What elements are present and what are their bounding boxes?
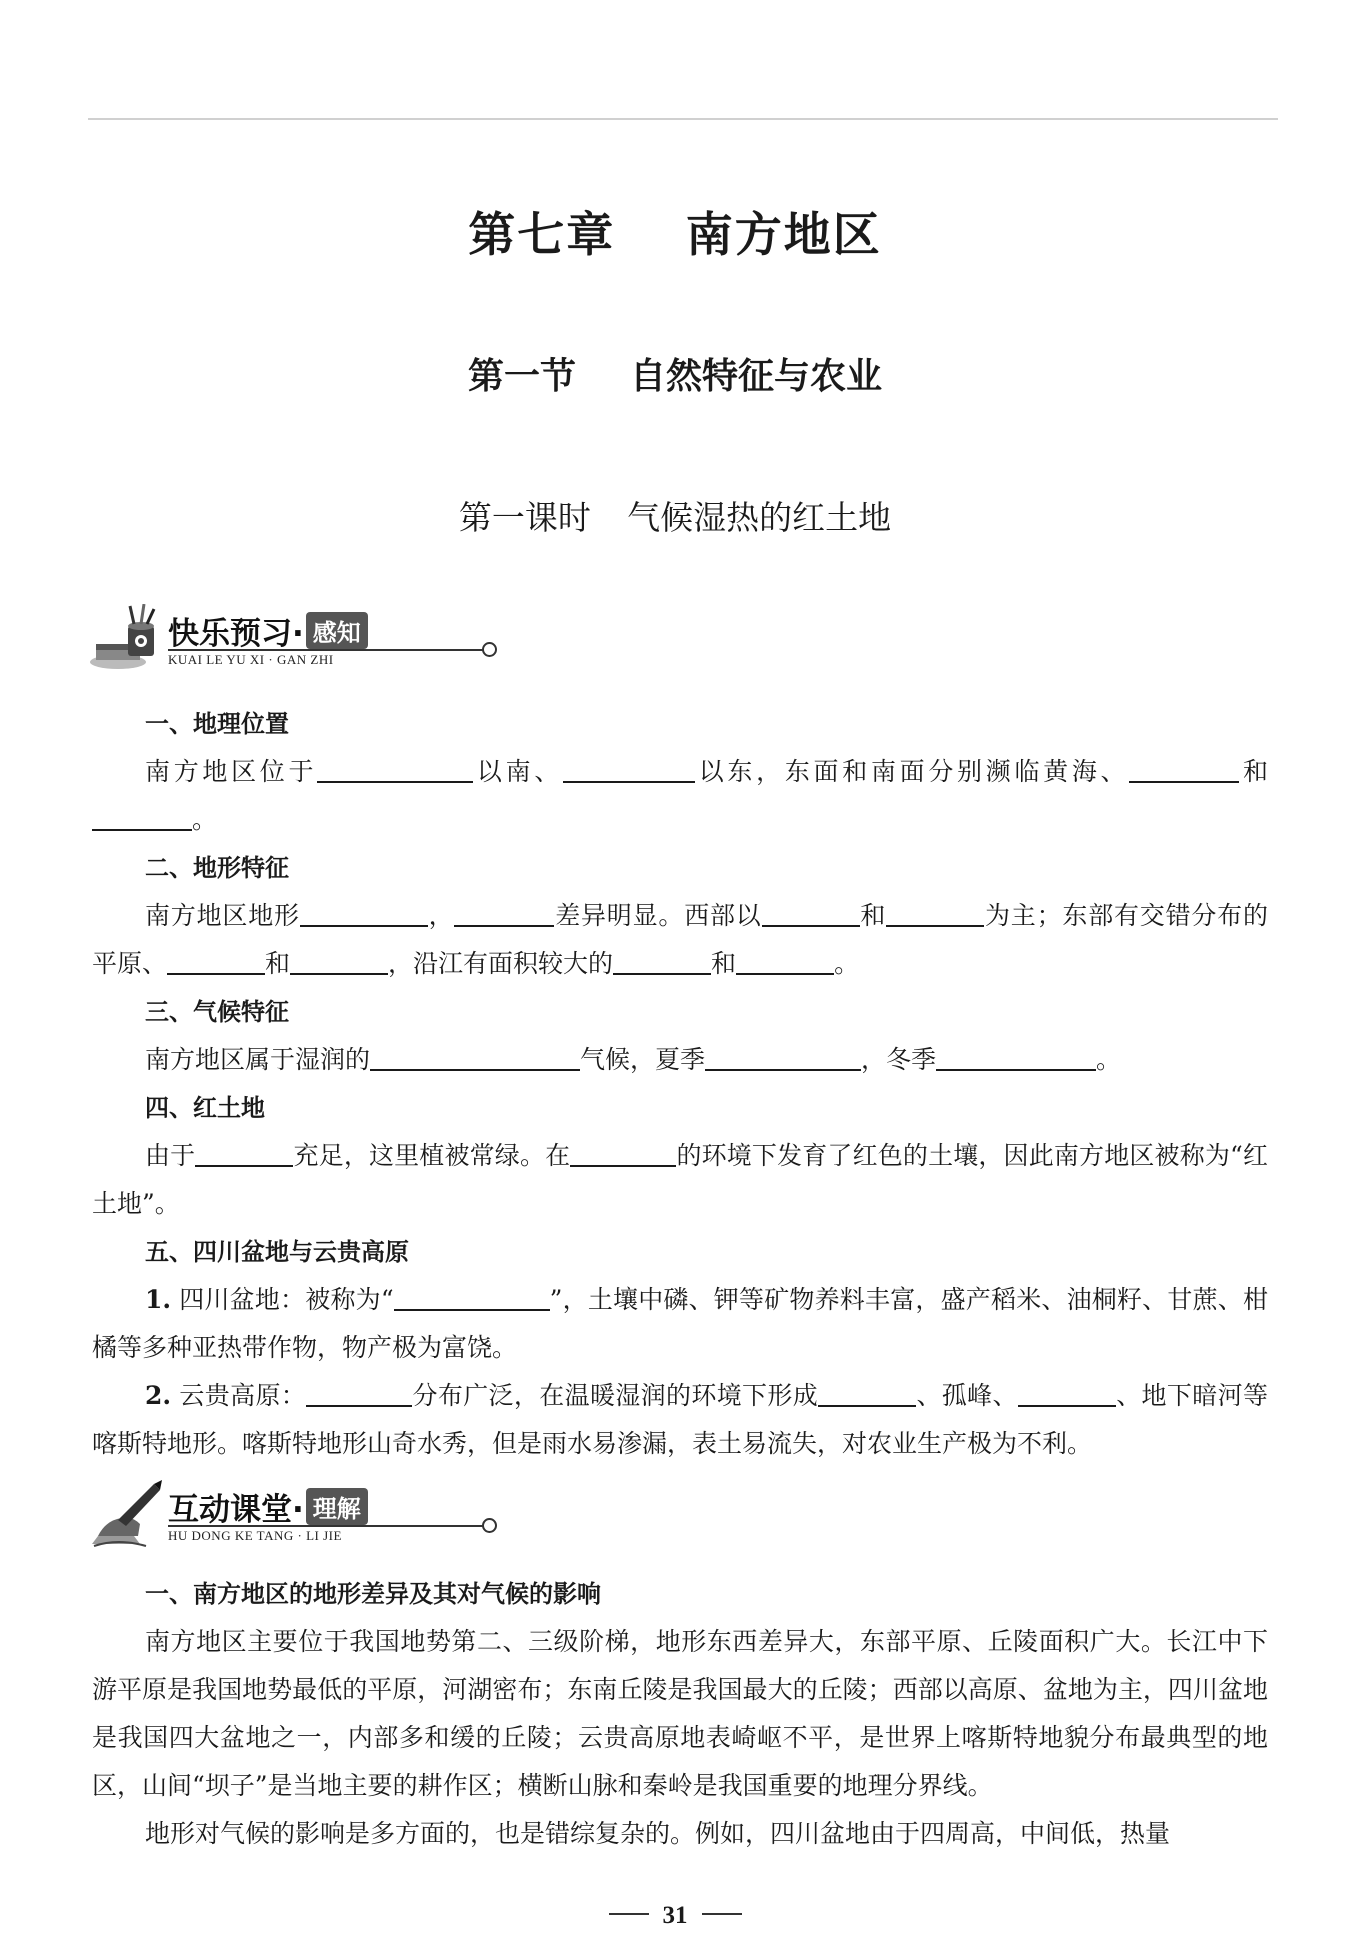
heading-location: 一、地理位置 [145,710,289,738]
fill-blank[interactable] [1018,1383,1116,1407]
fill-blank[interactable] [762,903,860,927]
heading-basin-plateau: 五、四川盆地与云贵高原 [145,1238,409,1266]
banner-title: 快乐预习· 感知 [168,608,368,653]
heading-climate: 三、气候特征 [145,998,289,1026]
banner-pinyin: HU DONG KE TANG · LI JIE [168,1528,342,1543]
preview-banner [88,604,428,676]
fill-blank[interactable] [886,903,984,927]
fill-blank[interactable] [306,1383,412,1407]
paragraph-terrain-effect: 地形对气候的影响是多方面的，也是错综复杂的。例如，四川盆地由于四周高，中间低，热量 [145,1819,1171,1848]
banner-rule [168,649,484,651]
fill-blank[interactable] [1129,759,1239,783]
banner-pinyin: KUAI LE YU XI · GAN ZHI [168,652,334,667]
fill-blank[interactable] [818,1383,916,1407]
classroom-banner [88,1480,428,1552]
fill-blank[interactable] [705,1047,861,1071]
banner-title: 互动课堂· 理解 [168,1484,368,1529]
fill-blank[interactable] [195,1143,293,1167]
fill-blank[interactable] [167,951,265,975]
fill-blank[interactable] [370,1047,580,1071]
fill-blank[interactable] [736,951,834,975]
heading-red-soil: 四、红土地 [145,1094,265,1122]
paragraph-terrain: 南方地区地形 ， 差异明显。西部以 和 为主；东部有交错分布的平原、 和 ，沿江有面积较大的 和 。 [92,901,1268,978]
chapter-title: 第七章 南方地区 [468,208,882,263]
paragraph-sichuan-basin: 1. 四川盆地：被称为“ ”，土壤中磷、钾等矿物养料丰富，盛产稻米、油桐籽、甘蔗、柑橘等多种亚热带作物，物产极为富饶。 [92,1285,1268,1362]
header-rule [88,118,1278,120]
classroom-content [92,1570,1268,1858]
banner-rule-end [482,1518,497,1533]
fill-blank[interactable] [290,951,388,975]
banner-tag: 理解 [306,1488,368,1525]
page-footer [0,1902,1350,1930]
heading-terrain-climate: 一、南方地区的地形差异及其对气候的影响 [145,1580,601,1608]
writing-hand-icon [88,1480,168,1550]
paragraph-red-soil: 由于 充足，这里植被常绿。在 的环境下发育了红色的土壤，因此南方地区被称为“红土地”。 [92,1141,1268,1218]
fill-blank[interactable] [563,759,695,783]
banner-rule [168,1525,484,1527]
fill-blank[interactable] [936,1047,1096,1071]
fill-blank[interactable] [613,951,711,975]
banner-rule-end [482,642,497,657]
fill-blank[interactable] [454,903,554,927]
fill-blank[interactable] [92,807,192,831]
fill-blank[interactable] [394,1287,550,1311]
heading-terrain: 二、地形特征 [145,854,289,882]
section-title: 第一节 自然特征与农业 [467,356,883,397]
fill-blank[interactable] [570,1143,676,1167]
paragraph-location: 南方地区位于 以南、 以东，东面和南面分别濒临黄海、 和。 [92,748,1268,844]
fill-blank[interactable] [300,903,428,927]
pencil-cup-icon [88,604,168,674]
page-number: 31 [662,1902,688,1929]
preview-content [92,700,1268,1468]
paragraph-yungui-plateau: 2. 云贵高原： 分布广泛，在温暖湿润的环境下形成 、孤峰、 、地下暗河等喀斯特地形。喀斯特地形山奇水秀，但是雨水易渗漏，表土易流失，对农业生产极为不利。 [92,1381,1268,1458]
banner-tag: 感知 [306,612,368,649]
paragraph-terrain-diff: 南方地区主要位于我国地势第二、三级阶梯，地形东西差异大，东部平原、丘陵面积广大。长江中下游平原是我国地势最低的平原，河湖密布；东南丘陵是我国最大的丘陵；西部以高原、盆地为主，四川盆地是我国四大盆地之一，内部多和缓的丘陵；云贵高原地表崎岖不平，是世界上喀斯特地貌分布最典型的地区，山间“坝子”是当地主要的耕作区；横断山脉和秦岭是我国重要的地理分界线。 [92,1627,1268,1800]
fill-blank[interactable] [317,759,473,783]
lesson-title: 第一课时 气候湿热的红土地 [458,498,892,537]
paragraph-climate: 南方地区属于湿润的 气候，夏季 ，冬季 。 [145,1045,1122,1074]
